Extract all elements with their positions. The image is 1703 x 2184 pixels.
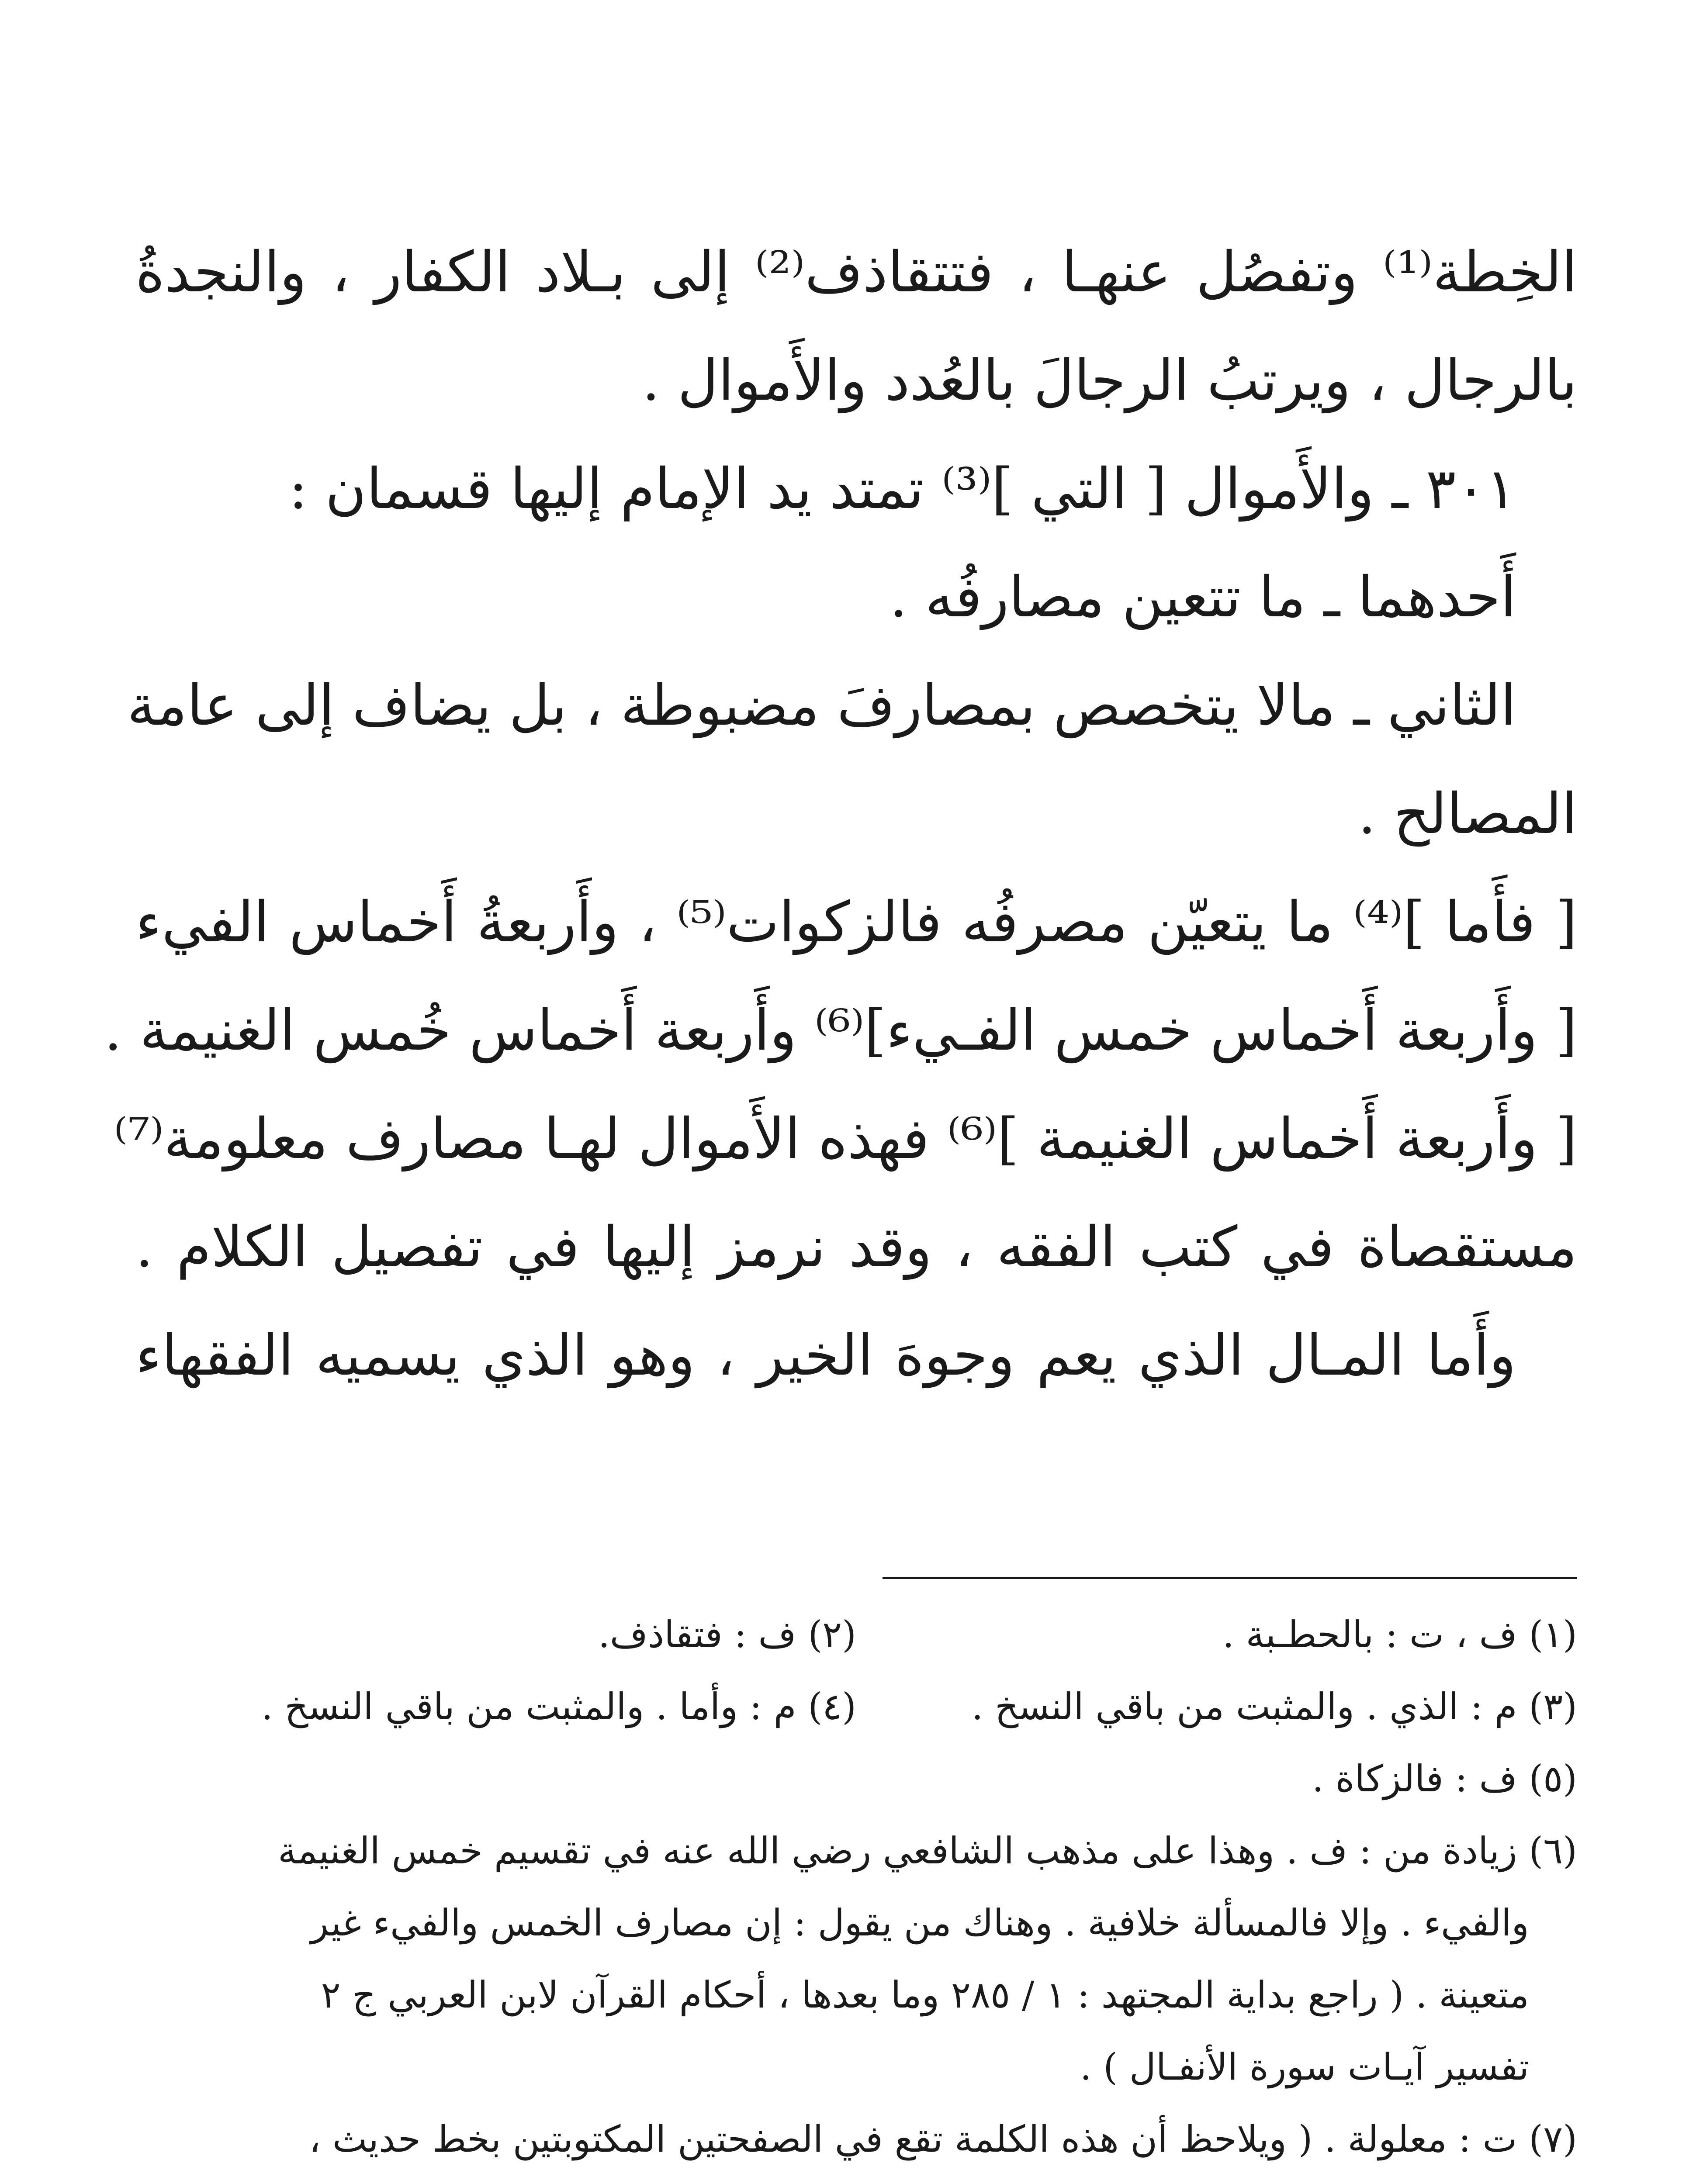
text-line: المصالح . bbox=[1358, 781, 1577, 847]
footnote-4: (٤) م : وأما . والمثبت من باقي النسخ . bbox=[261, 1685, 856, 1728]
footnote-6-continuation: والفيء . وإلا فالمسألة خلافية . وهناك من يقول : إن مصارف الخمس والفيء غير bbox=[311, 1901, 1529, 1944]
text-line: مستقصاة في كتب الفقه ، وقد نرمز إليها في تفصيل الكلام . bbox=[135, 1215, 1577, 1280]
text-line: [ وأَربعة أَخماس خمس الفـيء]⁽⁶⁾ وأَربعة أَخماس خُمس الغنيمة . bbox=[104, 998, 1577, 1063]
text-line: الثاني ـ مالا يتخصص بمصارفَ مضبوطة ، بل يضاف إلى عامة bbox=[127, 673, 1516, 738]
footnote-separator bbox=[883, 1577, 1577, 1579]
text-line: بالرجال ، ويرتبُ الرجالَ بالعُدد والأَموال . bbox=[642, 348, 1577, 413]
footnote-2: (٢) ف : فتقاذف. bbox=[598, 1613, 856, 1656]
footnote-7-continuation bbox=[135, 2175, 1577, 2184]
text-line: [ فأَما ]⁽⁴⁾ ما يتعيّن مصرفُه فالزكوات⁽⁵⁾ ، وأَربعةُ أَخماس الفيء bbox=[135, 890, 1578, 955]
footnote-6-continuation: تفسير آيـات سورة الأنفـال ) . bbox=[1080, 2046, 1529, 2088]
footnote-5: (٥) ف : فالزكاة . bbox=[1312, 1757, 1577, 1800]
footnote-3: (٣) م : الذي . والمثبت من باقي النسخ . bbox=[971, 1685, 1577, 1728]
text-line: أَحدهما ـ ما تتعين مصارفُه . bbox=[890, 565, 1516, 630]
text-line: [ وأَربعة أَخماس الغنيمة ]⁽⁶⁾ فهذه الأَموال لهـا مصارف معلومة⁽⁷⁾ bbox=[114, 1106, 1577, 1171]
text-line: ٣٠١ ـ والأَموال [ التي ]⁽³⁾ تمتد يد الإمام إليها قسمان : bbox=[288, 456, 1516, 522]
footnote-6: (٦) زيادة من : ف . وهذا على مذهب الشافعي رضي الله عنه في تقسيم خمس الغنيمة bbox=[278, 1829, 1577, 1872]
text-line: وأَما المـال الذي يعم وجوهَ الخير ، وهو الذي يسميه الفقهاء bbox=[135, 1323, 1516, 1388]
footnote-6-continuation: متعينة . ( راجع بداية المجتهد : ١ / ٢٨٥ وما بعدها ، أحكام القرآن لابن العربي ج ٢ bbox=[321, 1973, 1529, 2016]
footnotes bbox=[135, 1599, 1577, 2184]
footnote-1: (١) ف ، ت : بالحطـبة . bbox=[1222, 1613, 1577, 1656]
text-line: الخِطة⁽¹⁾ وتفصُل عنهـا ، فتتقاذف⁽²⁾ إلى بـلاد الكفار ، والنجدةُ bbox=[135, 240, 1577, 305]
main-text-block bbox=[104, 218, 1578, 1410]
footnote-row bbox=[135, 1671, 1577, 1743]
footnote-row bbox=[135, 1599, 1577, 1671]
footnote-7: (٧) ت : معلولة . ( ويلاحظ أن هذه الكلمة تقع في الصفحتين المكتوبتين بخط حديث ، bbox=[309, 2118, 1577, 2160]
